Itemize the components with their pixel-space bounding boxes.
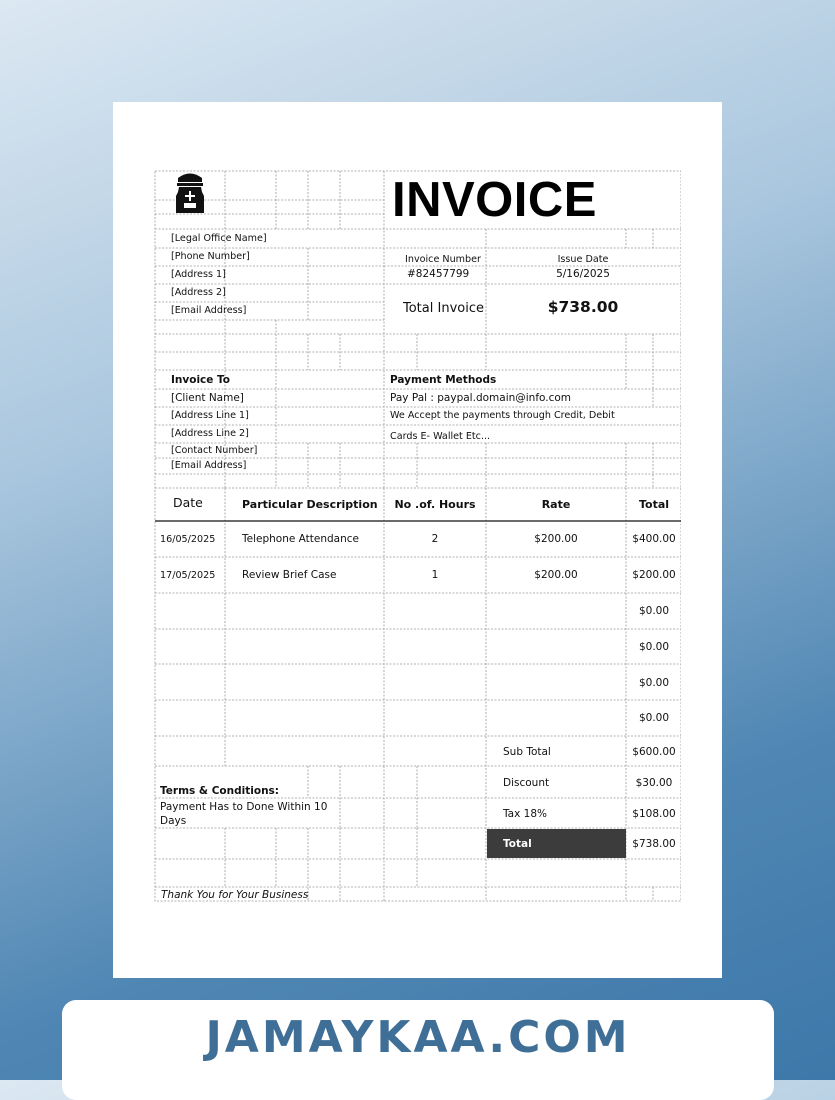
tax-label: Tax 18%: [503, 808, 547, 820]
row-1-total: $400.00: [632, 533, 676, 545]
row-1-rate: $200.00: [534, 533, 578, 545]
invoice-title: INVOICE: [392, 173, 597, 227]
header-description: Particular Description: [242, 498, 378, 511]
header-total: Total: [638, 498, 670, 511]
discount-label: Discount: [503, 777, 550, 789]
client-email: [Email Address]: [171, 460, 247, 471]
client-contact: [Contact Number]: [171, 445, 258, 456]
row-1-hours: 2: [431, 533, 439, 545]
row-2-date: 17/05/2025: [160, 570, 216, 581]
row-2-hours: 1: [431, 569, 439, 581]
client-address-1: [Address Line 1]: [171, 410, 249, 421]
issue-date-label: Issue Date: [557, 254, 609, 265]
row-4-total: $0.00: [638, 641, 670, 653]
row-2-description: Review Brief Case: [242, 569, 337, 581]
header-date: Date: [173, 495, 203, 510]
payment-line-2: Cards E- Wallet Etc...: [390, 431, 491, 442]
invoice-number-label: Invoice Number: [405, 254, 481, 265]
grand-total-label: Total: [503, 838, 532, 850]
total-invoice-value: $738.00: [547, 298, 619, 316]
invoice-to-heading: Invoice To: [171, 374, 231, 386]
footer-banner: [62, 1000, 774, 1100]
terms-line-1: Payment Has to Done Within 10: [160, 801, 328, 813]
row-1-description: Telephone Attendance: [242, 533, 359, 545]
thank-you-note: Thank You for Your Business: [161, 889, 309, 901]
brand-wordmark[interactable]: JAMAYKAA.COM: [205, 1012, 631, 1063]
client-address-2: [Address Line 2]: [171, 428, 249, 439]
legal-office-name: [Legal Office Name]: [171, 233, 267, 244]
row-6-total: $0.00: [638, 712, 670, 724]
payment-line-1: We Accept the payments through Credit, Debit: [390, 410, 615, 421]
discount-value: $30.00: [635, 777, 673, 789]
tax-value: $108.00: [632, 808, 676, 820]
subtotal-label: Sub Total: [503, 746, 551, 758]
company-phone: [Phone Number]: [171, 251, 250, 262]
issue-date-value: 5/16/2025: [556, 268, 610, 280]
header-rate: Rate: [541, 498, 571, 511]
paypal-line: Pay Pal : paypal.domain@info.com: [390, 392, 572, 404]
payment-methods-heading: Payment Methods: [390, 374, 497, 386]
lawyer-logo-icon: [172, 170, 208, 214]
company-address-1: [Address 1]: [171, 269, 226, 280]
client-name: [Client Name]: [171, 392, 244, 404]
grand-total-value: $738.00: [632, 838, 676, 850]
company-address-2: [Address 2]: [171, 287, 226, 298]
invoice-number-value: #82457799: [407, 268, 470, 280]
row-2-total: $200.00: [632, 569, 676, 581]
row-2-rate: $200.00: [534, 569, 578, 581]
total-invoice-label: Total Invoice: [403, 301, 484, 316]
terms-heading: Terms & Conditions:: [160, 785, 279, 797]
company-email: [Email Address]: [171, 305, 247, 316]
subtotal-value: $600.00: [632, 746, 676, 758]
row-1-date: 16/05/2025: [160, 534, 216, 545]
row-3-total: $0.00: [638, 605, 670, 617]
header-hours: No .of. Hours: [394, 498, 476, 511]
terms-line-2: Days: [160, 815, 187, 827]
row-5-total: $0.00: [638, 677, 670, 689]
